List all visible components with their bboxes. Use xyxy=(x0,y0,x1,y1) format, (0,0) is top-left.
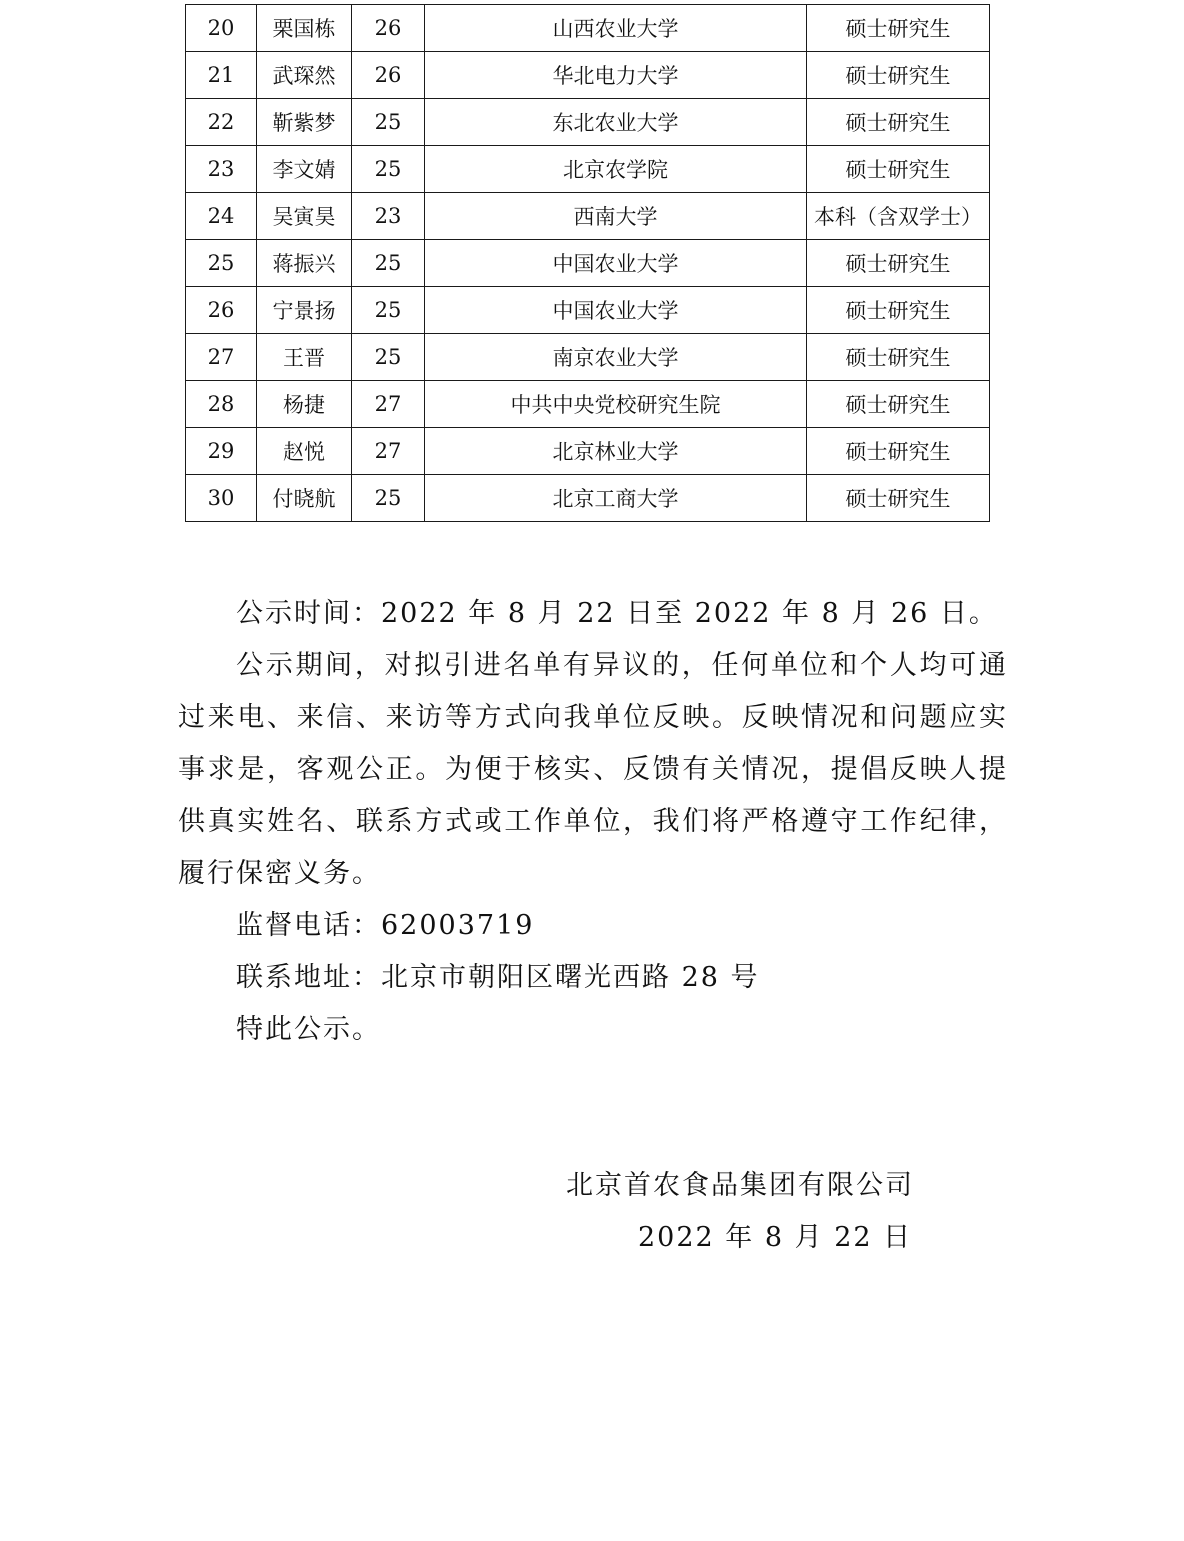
cell-name: 栗国栋 xyxy=(257,5,352,52)
cell-age: 25 xyxy=(352,240,425,287)
cell-name: 王晋 xyxy=(257,334,352,381)
cell-degree: 硕士研究生 xyxy=(807,475,990,522)
supervision-phone-value: 62003719 xyxy=(381,910,535,941)
cell-degree: 硕士研究生 xyxy=(807,381,990,428)
table-row xyxy=(186,381,990,428)
cell-school: 北京工商大学 xyxy=(425,475,807,522)
cell-number: 27 xyxy=(186,334,257,381)
cell-school: 南京农业大学 xyxy=(425,334,807,381)
supervision-phone xyxy=(178,900,1008,952)
cell-degree: 硕士研究生 xyxy=(807,146,990,193)
cell-degree: 硕士研究生 xyxy=(807,5,990,52)
cell-number: 21 xyxy=(186,52,257,99)
cell-school: 北京林业大学 xyxy=(425,428,807,475)
cell-age: 27 xyxy=(352,381,425,428)
cell-number: 28 xyxy=(186,381,257,428)
cell-age: 25 xyxy=(352,475,425,522)
cell-school: 山西农业大学 xyxy=(425,5,807,52)
notice-contact-section xyxy=(178,900,1008,1056)
cell-number: 22 xyxy=(186,99,257,146)
cell-school: 华北电力大学 xyxy=(425,52,807,99)
contact-address-label: 联系地址： xyxy=(236,962,381,993)
cell-degree: 硕士研究生 xyxy=(807,52,990,99)
cell-age: 25 xyxy=(352,334,425,381)
cell-age: 26 xyxy=(352,52,425,99)
cell-name: 蒋振兴 xyxy=(257,240,352,287)
table-row xyxy=(186,475,990,522)
cell-name: 李文婧 xyxy=(257,146,352,193)
cell-number: 29 xyxy=(186,428,257,475)
cell-number: 25 xyxy=(186,240,257,287)
contact-address-value: 北京市朝阳区曙光西路 28 号 xyxy=(381,962,760,993)
notice-section xyxy=(178,588,1008,900)
notice-closing: 特此公示。 xyxy=(236,1014,381,1045)
cell-degree: 硕士研究生 xyxy=(807,334,990,381)
cell-school: 北京农学院 xyxy=(425,146,807,193)
cell-number: 30 xyxy=(186,475,257,522)
table-row xyxy=(186,99,990,146)
cell-age: 25 xyxy=(352,99,425,146)
table-body xyxy=(186,5,990,522)
notice-period: 公示时间：2022 年 8 月 22 日至 2022 年 8 月 26 日。 xyxy=(236,598,998,629)
contact-address xyxy=(178,952,1008,1004)
table-row xyxy=(186,334,990,381)
cell-school: 中国农业大学 xyxy=(425,240,807,287)
cell-name: 杨捷 xyxy=(257,381,352,428)
notice-body: 公示期间，对拟引进名单有异议的，任何单位和个人均可通过来电、来信、来访等方式向我单位反映。反映情况和问题应实事求是，客观公正。为便于核实、反馈有关情况，提倡反映人提供真实姓名、联系方式或工作单位，我们将严格遵守工作纪律，履行保密义务。 xyxy=(178,650,1008,889)
cell-name: 赵悦 xyxy=(257,428,352,475)
supervision-phone-label: 监督电话： xyxy=(236,910,381,941)
cell-number: 24 xyxy=(186,193,257,240)
candidate-table xyxy=(185,4,990,522)
table-row xyxy=(186,52,990,99)
cell-degree: 硕士研究生 xyxy=(807,287,990,334)
signature-organization: 北京首农食品集团有限公司 xyxy=(566,1170,914,1201)
table-row xyxy=(186,428,990,475)
cell-age: 23 xyxy=(352,193,425,240)
signature-date: 2022 年 8 月 22 日 xyxy=(638,1222,913,1253)
cell-number: 26 xyxy=(186,287,257,334)
cell-number: 20 xyxy=(186,5,257,52)
cell-name: 武琛然 xyxy=(257,52,352,99)
table-row xyxy=(186,240,990,287)
table-row xyxy=(186,146,990,193)
cell-name: 付晓航 xyxy=(257,475,352,522)
cell-number: 23 xyxy=(186,146,257,193)
cell-degree: 硕士研究生 xyxy=(807,99,990,146)
table-row xyxy=(186,287,990,334)
cell-age: 27 xyxy=(352,428,425,475)
cell-school: 中国农业大学 xyxy=(425,287,807,334)
cell-school: 西南大学 xyxy=(425,193,807,240)
cell-school: 中共中央党校研究生院 xyxy=(425,381,807,428)
cell-name: 吴寅昊 xyxy=(257,193,352,240)
cell-degree: 本科（含双学士） xyxy=(807,193,990,240)
cell-name: 宁景扬 xyxy=(257,287,352,334)
cell-age: 25 xyxy=(352,146,425,193)
cell-degree: 硕士研究生 xyxy=(807,428,990,475)
cell-age: 26 xyxy=(352,5,425,52)
cell-degree: 硕士研究生 xyxy=(807,240,990,287)
table-row xyxy=(186,5,990,52)
cell-name: 靳紫梦 xyxy=(257,99,352,146)
cell-age: 25 xyxy=(352,287,425,334)
cell-school: 东北农业大学 xyxy=(425,99,807,146)
table-row xyxy=(186,193,990,240)
